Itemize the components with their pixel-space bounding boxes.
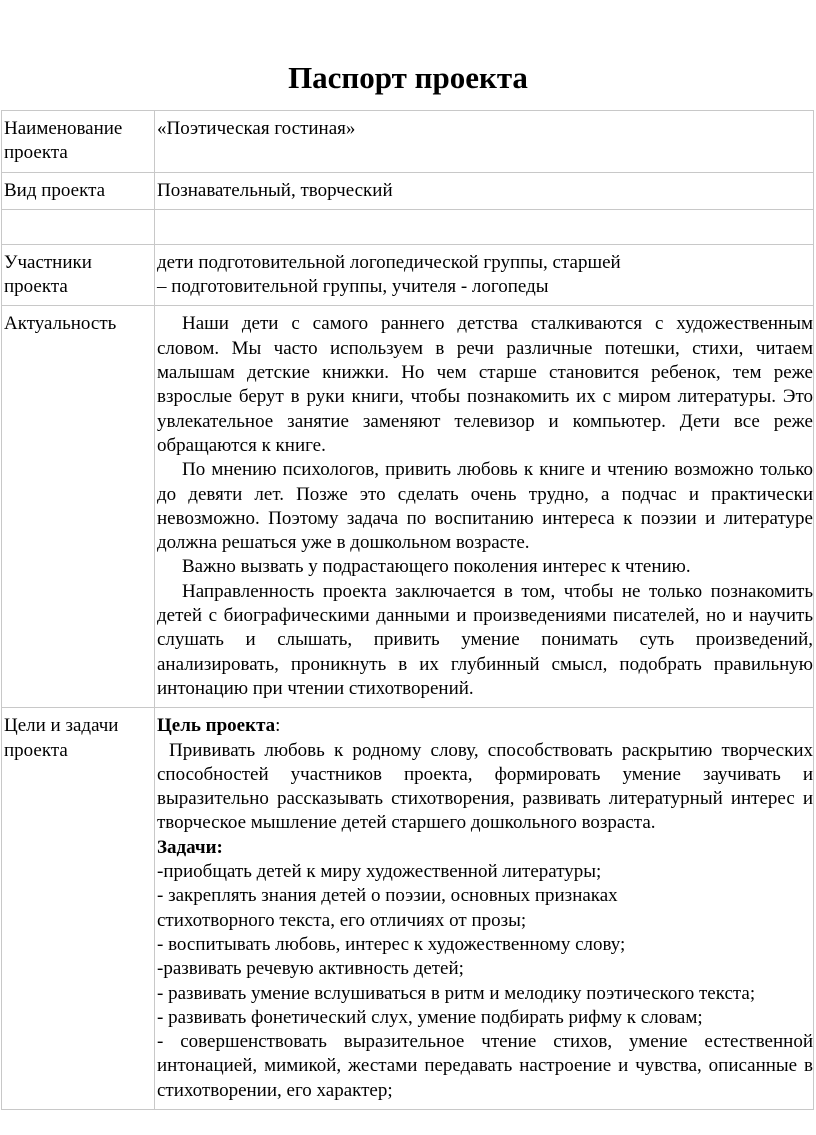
table-row-goals [2,708,814,1110]
value-participants [155,244,814,306]
label-goals [2,708,155,1110]
task-item: - развивать фонетический слух, умение подбирать рифму к словам; [157,1006,703,1028]
value-project-name [155,111,814,173]
task-item: - закреплять знания детей о поэзии, основных признаках стихотворного текста, его отличиях от прозы; [157,885,618,931]
value-project-type [155,172,814,209]
label-project-name [2,111,155,173]
relevance-paragraph: Важно вызвать у подрастающего поколения интерес к чтению. [182,556,691,578]
value-text: «Поэтическая гостиная» [157,118,356,139]
label-text: Цели и задачи проекта [4,715,119,761]
task-item: - развивать умение вслушиваться в ритм и мелодику поэтического текста; [157,982,756,1004]
table-row-relevance [2,306,814,708]
label-text: Наименование проекта [4,118,123,164]
empty-cell [2,209,155,244]
empty-cell [155,209,814,244]
label-project-type [2,172,155,209]
value-text: дети подготовительной логопедической группы, старшей – подготовительной группы, учителя - логопеды [157,251,621,298]
relevance-paragraph: Наши дети с самого раннего детства сталкиваются с художественным словом. Мы часто используем в речи различные потешки, стихи, читаем малышам детские книжки. Но чем старше становится ребенок, тем реже взрослые берут в руки книги, чтобы познакомить их с миром литературы. Это увлекательное занятие заменяют телевизор и компьютер. Дети все реже обращаются к книге. [157,313,813,456]
value-relevance [155,306,814,708]
label-text: Актуальность [4,313,117,335]
value-goals [155,708,814,1110]
table-row-empty [2,209,814,244]
label-participants [2,244,155,306]
label-text: Вид проекта [4,179,106,201]
relevance-paragraph: По мнению психологов, привить любовь к книге и чтению возможно только до девяти лет. Позже это сделать очень трудно, а подчас и практически невозможно. Поэтому задача по воспитанию интереса к поэзии и литературе должна решаться уже в дошкольном возрасте. [157,459,813,554]
goal-heading-line [157,714,813,738]
task-item: - совершенствовать выразительное чтение стихов, умение естественной интонацией, мимикой, жестами передавать настроение и чувства, описанные в стихотворении, его характер; [157,1031,813,1101]
page-title: Паспорт проекта [288,60,528,95]
task-item: - воспитывать любовь, интерес к художественному слову; [157,933,626,955]
relevance-paragraph: Направленность проекта заключается в том, чтобы не только познакомить детей с биографическими данными и произведениями писателей, но и научить слушать и слышать, привить умение понимать суть произведений, анализировать, проникнуть в их глубинный смысл, подобрать правильную интонацию при чтении стихотворений. [157,580,813,699]
project-passport-table [1,110,814,1110]
goal-heading: Цель проекта [157,715,276,737]
label-text: Участники проекта [4,251,92,298]
task-item: -приобщать детей к миру художественной литературы; [157,861,602,883]
label-relevance [2,306,155,708]
table-row-participants [2,244,814,306]
table-row-project-name [2,111,814,173]
table-row-project-type [2,172,814,209]
goal-text: Прививать любовь к родному слову, способствовать раскрытию творческих способностей участников проекта, формировать умение заучивать и выразительно рассказывать стихотворения, развивать литературный интерес и творческое мышление детей старшего дошкольного возраста. [157,739,813,834]
value-text: Познавательный, творческий [157,179,393,201]
task-item: -развивать речевую активность детей; [157,958,464,980]
goal-colon: : [275,715,281,737]
tasks-heading: Задачи: [157,836,223,858]
